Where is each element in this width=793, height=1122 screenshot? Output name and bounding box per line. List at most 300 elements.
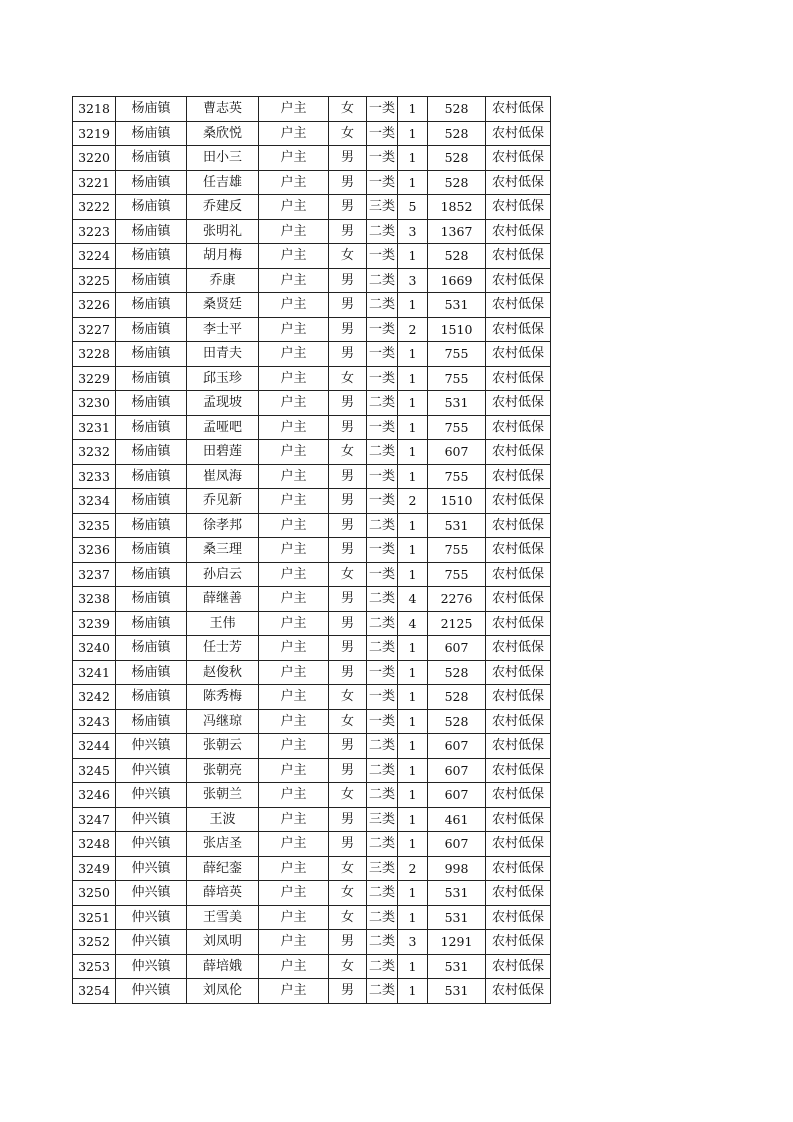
town-cell: 杨庙镇 — [116, 611, 187, 636]
serial-number-cell: 3219 — [73, 121, 116, 146]
amount-cell: 528 — [428, 244, 486, 269]
name-cell: 冯继琼 — [187, 709, 259, 734]
table-row — [73, 170, 551, 195]
serial-number-cell: 3244 — [73, 734, 116, 759]
serial-number-cell: 3249 — [73, 856, 116, 881]
name-cell: 崔凤海 — [187, 464, 259, 489]
household-role-cell: 户主 — [259, 905, 329, 930]
gender-cell: 女 — [329, 97, 367, 122]
table-row — [73, 783, 551, 808]
category-cell: 二类 — [367, 611, 398, 636]
people-count-cell: 1 — [398, 709, 428, 734]
gender-cell: 女 — [329, 954, 367, 979]
household-role-cell: 户主 — [259, 758, 329, 783]
serial-number-cell: 3245 — [73, 758, 116, 783]
town-cell: 杨庙镇 — [116, 513, 187, 538]
town-cell: 杨庙镇 — [116, 97, 187, 122]
gender-cell: 女 — [329, 366, 367, 391]
household-role-cell: 户主 — [259, 146, 329, 171]
people-count-cell: 1 — [398, 464, 428, 489]
amount-cell: 531 — [428, 881, 486, 906]
amount-cell: 755 — [428, 366, 486, 391]
category-cell: 一类 — [367, 538, 398, 563]
gender-cell: 男 — [329, 489, 367, 514]
category-cell: 一类 — [367, 170, 398, 195]
gender-cell: 女 — [329, 440, 367, 465]
town-cell: 仲兴镇 — [116, 758, 187, 783]
category-cell: 一类 — [367, 415, 398, 440]
gender-cell: 女 — [329, 244, 367, 269]
town-cell: 杨庙镇 — [116, 489, 187, 514]
amount-cell: 607 — [428, 783, 486, 808]
gender-cell: 女 — [329, 905, 367, 930]
table-row — [73, 415, 551, 440]
gender-cell: 男 — [329, 660, 367, 685]
people-count-cell: 2 — [398, 856, 428, 881]
amount-cell: 528 — [428, 709, 486, 734]
household-role-cell: 户主 — [259, 293, 329, 318]
assistance-type-cell: 农村低保 — [486, 905, 551, 930]
people-count-cell: 1 — [398, 293, 428, 318]
amount-cell: 528 — [428, 685, 486, 710]
name-cell: 桑欣悦 — [187, 121, 259, 146]
people-count-cell: 1 — [398, 244, 428, 269]
assistance-type-cell: 农村低保 — [486, 489, 551, 514]
people-count-cell: 1 — [398, 146, 428, 171]
table-row — [73, 562, 551, 587]
amount-cell: 531 — [428, 954, 486, 979]
town-cell: 仲兴镇 — [116, 734, 187, 759]
amount-cell: 1510 — [428, 489, 486, 514]
people-count-cell: 1 — [398, 832, 428, 857]
gender-cell: 男 — [329, 342, 367, 367]
town-cell: 杨庙镇 — [116, 244, 187, 269]
assistance-type-cell: 农村低保 — [486, 146, 551, 171]
category-cell: 二类 — [367, 268, 398, 293]
table-row — [73, 195, 551, 220]
table-row — [73, 709, 551, 734]
assistance-type-cell: 农村低保 — [486, 293, 551, 318]
assistance-type-cell: 农村低保 — [486, 366, 551, 391]
amount-cell: 528 — [428, 146, 486, 171]
table-row — [73, 758, 551, 783]
roster-sheet — [72, 96, 551, 1004]
people-count-cell: 1 — [398, 881, 428, 906]
town-cell: 杨庙镇 — [116, 636, 187, 661]
table-row — [73, 121, 551, 146]
gender-cell: 女 — [329, 121, 367, 146]
table-row — [73, 366, 551, 391]
serial-number-cell: 3230 — [73, 391, 116, 416]
town-cell: 仲兴镇 — [116, 856, 187, 881]
category-cell: 一类 — [367, 366, 398, 391]
table-row — [73, 219, 551, 244]
household-role-cell: 户主 — [259, 979, 329, 1004]
people-count-cell: 2 — [398, 317, 428, 342]
gender-cell: 女 — [329, 562, 367, 587]
category-cell: 一类 — [367, 709, 398, 734]
gender-cell: 男 — [329, 293, 367, 318]
amount-cell: 528 — [428, 170, 486, 195]
table-row — [73, 856, 551, 881]
people-count-cell: 3 — [398, 268, 428, 293]
town-cell: 杨庙镇 — [116, 391, 187, 416]
gender-cell: 女 — [329, 685, 367, 710]
assistance-type-cell: 农村低保 — [486, 685, 551, 710]
name-cell: 张朝兰 — [187, 783, 259, 808]
table-row — [73, 342, 551, 367]
name-cell: 张朝亮 — [187, 758, 259, 783]
town-cell: 杨庙镇 — [116, 146, 187, 171]
gender-cell: 男 — [329, 195, 367, 220]
category-cell: 二类 — [367, 219, 398, 244]
table-row — [73, 244, 551, 269]
category-cell: 二类 — [367, 587, 398, 612]
household-role-cell: 户主 — [259, 783, 329, 808]
gender-cell: 男 — [329, 587, 367, 612]
table-row — [73, 881, 551, 906]
town-cell: 杨庙镇 — [116, 587, 187, 612]
gender-cell: 男 — [329, 807, 367, 832]
serial-number-cell: 3246 — [73, 783, 116, 808]
serial-number-cell: 3253 — [73, 954, 116, 979]
serial-number-cell: 3240 — [73, 636, 116, 661]
serial-number-cell: 3235 — [73, 513, 116, 538]
assistance-type-cell: 农村低保 — [486, 464, 551, 489]
table-row — [73, 832, 551, 857]
town-cell: 杨庙镇 — [116, 562, 187, 587]
table-row — [73, 268, 551, 293]
assistance-type-cell: 农村低保 — [486, 660, 551, 685]
gender-cell: 男 — [329, 611, 367, 636]
household-role-cell: 户主 — [259, 219, 329, 244]
name-cell: 曹志英 — [187, 97, 259, 122]
household-role-cell: 户主 — [259, 587, 329, 612]
people-count-cell: 1 — [398, 170, 428, 195]
assistance-type-cell: 农村低保 — [486, 832, 551, 857]
name-cell: 陈秀梅 — [187, 685, 259, 710]
amount-cell: 998 — [428, 856, 486, 881]
category-cell: 一类 — [367, 317, 398, 342]
people-count-cell: 4 — [398, 587, 428, 612]
category-cell: 一类 — [367, 660, 398, 685]
category-cell: 二类 — [367, 734, 398, 759]
assistance-type-cell: 农村低保 — [486, 807, 551, 832]
name-cell: 桑贤廷 — [187, 293, 259, 318]
category-cell: 三类 — [367, 856, 398, 881]
household-role-cell: 户主 — [259, 170, 329, 195]
name-cell: 乔康 — [187, 268, 259, 293]
serial-number-cell: 3228 — [73, 342, 116, 367]
name-cell: 王雪美 — [187, 905, 259, 930]
amount-cell: 1669 — [428, 268, 486, 293]
amount-cell: 607 — [428, 832, 486, 857]
gender-cell: 男 — [329, 734, 367, 759]
name-cell: 田碧莲 — [187, 440, 259, 465]
category-cell: 二类 — [367, 954, 398, 979]
table-row — [73, 97, 551, 122]
amount-cell: 755 — [428, 342, 486, 367]
serial-number-cell: 3222 — [73, 195, 116, 220]
name-cell: 刘凤明 — [187, 930, 259, 955]
household-role-cell: 户主 — [259, 195, 329, 220]
serial-number-cell: 3252 — [73, 930, 116, 955]
assistance-type-cell: 农村低保 — [486, 562, 551, 587]
assistance-type-cell: 农村低保 — [486, 783, 551, 808]
gender-cell: 女 — [329, 783, 367, 808]
town-cell: 杨庙镇 — [116, 121, 187, 146]
assistance-type-cell: 农村低保 — [486, 758, 551, 783]
category-cell: 二类 — [367, 758, 398, 783]
household-role-cell: 户主 — [259, 562, 329, 587]
people-count-cell: 1 — [398, 415, 428, 440]
name-cell: 赵俊秋 — [187, 660, 259, 685]
roster-table — [72, 96, 551, 1004]
town-cell: 杨庙镇 — [116, 195, 187, 220]
assistance-type-cell: 农村低保 — [486, 513, 551, 538]
name-cell: 薛培英 — [187, 881, 259, 906]
name-cell: 桑三理 — [187, 538, 259, 563]
town-cell: 杨庙镇 — [116, 219, 187, 244]
table-row — [73, 391, 551, 416]
table-row — [73, 734, 551, 759]
assistance-type-cell: 农村低保 — [486, 930, 551, 955]
people-count-cell: 5 — [398, 195, 428, 220]
household-role-cell: 户主 — [259, 709, 329, 734]
serial-number-cell: 3224 — [73, 244, 116, 269]
gender-cell: 女 — [329, 856, 367, 881]
household-role-cell: 户主 — [259, 636, 329, 661]
serial-number-cell: 3236 — [73, 538, 116, 563]
table-row — [73, 611, 551, 636]
people-count-cell: 3 — [398, 219, 428, 244]
town-cell: 仲兴镇 — [116, 979, 187, 1004]
table-row — [73, 587, 551, 612]
category-cell: 一类 — [367, 562, 398, 587]
name-cell: 薛培娥 — [187, 954, 259, 979]
town-cell: 仲兴镇 — [116, 905, 187, 930]
gender-cell: 男 — [329, 538, 367, 563]
town-cell: 杨庙镇 — [116, 170, 187, 195]
serial-number-cell: 3250 — [73, 881, 116, 906]
people-count-cell: 1 — [398, 538, 428, 563]
town-cell: 杨庙镇 — [116, 440, 187, 465]
people-count-cell: 1 — [398, 636, 428, 661]
gender-cell: 男 — [329, 979, 367, 1004]
household-role-cell: 户主 — [259, 856, 329, 881]
serial-number-cell: 3234 — [73, 489, 116, 514]
category-cell: 二类 — [367, 832, 398, 857]
serial-number-cell: 3243 — [73, 709, 116, 734]
serial-number-cell: 3221 — [73, 170, 116, 195]
household-role-cell: 户主 — [259, 807, 329, 832]
assistance-type-cell: 农村低保 — [486, 538, 551, 563]
household-role-cell: 户主 — [259, 930, 329, 955]
people-count-cell: 1 — [398, 954, 428, 979]
gender-cell: 男 — [329, 832, 367, 857]
people-count-cell: 1 — [398, 758, 428, 783]
people-count-cell: 1 — [398, 905, 428, 930]
table-row — [73, 464, 551, 489]
name-cell: 徐孝邦 — [187, 513, 259, 538]
household-role-cell: 户主 — [259, 366, 329, 391]
amount-cell: 531 — [428, 293, 486, 318]
category-cell: 一类 — [367, 342, 398, 367]
table-row — [73, 489, 551, 514]
serial-number-cell: 3237 — [73, 562, 116, 587]
category-cell: 一类 — [367, 97, 398, 122]
gender-cell: 男 — [329, 146, 367, 171]
assistance-type-cell: 农村低保 — [486, 709, 551, 734]
amount-cell: 607 — [428, 440, 486, 465]
assistance-type-cell: 农村低保 — [486, 636, 551, 661]
household-role-cell: 户主 — [259, 244, 329, 269]
gender-cell: 男 — [329, 391, 367, 416]
name-cell: 任士芳 — [187, 636, 259, 661]
amount-cell: 528 — [428, 121, 486, 146]
table-row — [73, 636, 551, 661]
name-cell: 薛纪銮 — [187, 856, 259, 881]
category-cell: 二类 — [367, 979, 398, 1004]
household-role-cell: 户主 — [259, 734, 329, 759]
serial-number-cell: 3242 — [73, 685, 116, 710]
people-count-cell: 1 — [398, 391, 428, 416]
people-count-cell: 1 — [398, 513, 428, 538]
town-cell: 仲兴镇 — [116, 881, 187, 906]
assistance-type-cell: 农村低保 — [486, 219, 551, 244]
gender-cell: 男 — [329, 464, 367, 489]
serial-number-cell: 3248 — [73, 832, 116, 857]
gender-cell: 男 — [329, 758, 367, 783]
assistance-type-cell: 农村低保 — [486, 121, 551, 146]
household-role-cell: 户主 — [259, 97, 329, 122]
town-cell: 杨庙镇 — [116, 538, 187, 563]
serial-number-cell: 3227 — [73, 317, 116, 342]
people-count-cell: 2 — [398, 489, 428, 514]
gender-cell: 男 — [329, 317, 367, 342]
category-cell: 一类 — [367, 489, 398, 514]
gender-cell: 男 — [329, 636, 367, 661]
table-row — [73, 146, 551, 171]
assistance-type-cell: 农村低保 — [486, 415, 551, 440]
category-cell: 一类 — [367, 121, 398, 146]
category-cell: 二类 — [367, 636, 398, 661]
town-cell: 杨庙镇 — [116, 317, 187, 342]
household-role-cell: 户主 — [259, 832, 329, 857]
household-role-cell: 户主 — [259, 391, 329, 416]
category-cell: 一类 — [367, 464, 398, 489]
category-cell: 二类 — [367, 513, 398, 538]
town-cell: 杨庙镇 — [116, 366, 187, 391]
assistance-type-cell: 农村低保 — [486, 979, 551, 1004]
household-role-cell: 户主 — [259, 317, 329, 342]
assistance-type-cell: 农村低保 — [486, 195, 551, 220]
assistance-type-cell: 农村低保 — [486, 611, 551, 636]
assistance-type-cell: 农村低保 — [486, 881, 551, 906]
amount-cell: 528 — [428, 97, 486, 122]
serial-number-cell: 3231 — [73, 415, 116, 440]
assistance-type-cell: 农村低保 — [486, 391, 551, 416]
gender-cell: 男 — [329, 513, 367, 538]
name-cell: 孙启云 — [187, 562, 259, 587]
people-count-cell: 1 — [398, 97, 428, 122]
town-cell: 仲兴镇 — [116, 807, 187, 832]
table-row — [73, 930, 551, 955]
town-cell: 杨庙镇 — [116, 415, 187, 440]
table-row — [73, 513, 551, 538]
amount-cell: 1367 — [428, 219, 486, 244]
amount-cell: 531 — [428, 905, 486, 930]
assistance-type-cell: 农村低保 — [486, 244, 551, 269]
category-cell: 一类 — [367, 244, 398, 269]
name-cell: 乔建反 — [187, 195, 259, 220]
people-count-cell: 1 — [398, 685, 428, 710]
table-row — [73, 538, 551, 563]
assistance-type-cell: 农村低保 — [486, 342, 551, 367]
name-cell: 田青夫 — [187, 342, 259, 367]
serial-number-cell: 3241 — [73, 660, 116, 685]
name-cell: 邱玉珍 — [187, 366, 259, 391]
serial-number-cell: 3220 — [73, 146, 116, 171]
gender-cell: 男 — [329, 219, 367, 244]
gender-cell: 女 — [329, 709, 367, 734]
serial-number-cell: 3218 — [73, 97, 116, 122]
people-count-cell: 1 — [398, 440, 428, 465]
serial-number-cell: 3233 — [73, 464, 116, 489]
table-row — [73, 293, 551, 318]
amount-cell: 755 — [428, 464, 486, 489]
serial-number-cell: 3232 — [73, 440, 116, 465]
amount-cell: 755 — [428, 562, 486, 587]
amount-cell: 755 — [428, 538, 486, 563]
name-cell: 张明礼 — [187, 219, 259, 244]
name-cell: 李士平 — [187, 317, 259, 342]
roster-body — [73, 97, 551, 1004]
amount-cell: 755 — [428, 415, 486, 440]
gender-cell: 男 — [329, 170, 367, 195]
amount-cell: 607 — [428, 636, 486, 661]
category-cell: 二类 — [367, 391, 398, 416]
people-count-cell: 1 — [398, 342, 428, 367]
town-cell: 杨庙镇 — [116, 293, 187, 318]
category-cell: 二类 — [367, 881, 398, 906]
gender-cell: 女 — [329, 881, 367, 906]
name-cell: 乔见新 — [187, 489, 259, 514]
household-role-cell: 户主 — [259, 121, 329, 146]
table-row — [73, 905, 551, 930]
gender-cell: 男 — [329, 268, 367, 293]
table-row — [73, 685, 551, 710]
amount-cell: 461 — [428, 807, 486, 832]
people-count-cell: 1 — [398, 807, 428, 832]
name-cell: 薛继善 — [187, 587, 259, 612]
household-role-cell: 户主 — [259, 464, 329, 489]
town-cell: 杨庙镇 — [116, 660, 187, 685]
household-role-cell: 户主 — [259, 342, 329, 367]
people-count-cell: 1 — [398, 562, 428, 587]
assistance-type-cell: 农村低保 — [486, 440, 551, 465]
category-cell: 一类 — [367, 146, 398, 171]
household-role-cell: 户主 — [259, 415, 329, 440]
table-row — [73, 954, 551, 979]
table-row — [73, 660, 551, 685]
name-cell: 田小三 — [187, 146, 259, 171]
name-cell: 刘凤伦 — [187, 979, 259, 1004]
town-cell: 仲兴镇 — [116, 954, 187, 979]
name-cell: 王波 — [187, 807, 259, 832]
household-role-cell: 户主 — [259, 660, 329, 685]
category-cell: 二类 — [367, 440, 398, 465]
